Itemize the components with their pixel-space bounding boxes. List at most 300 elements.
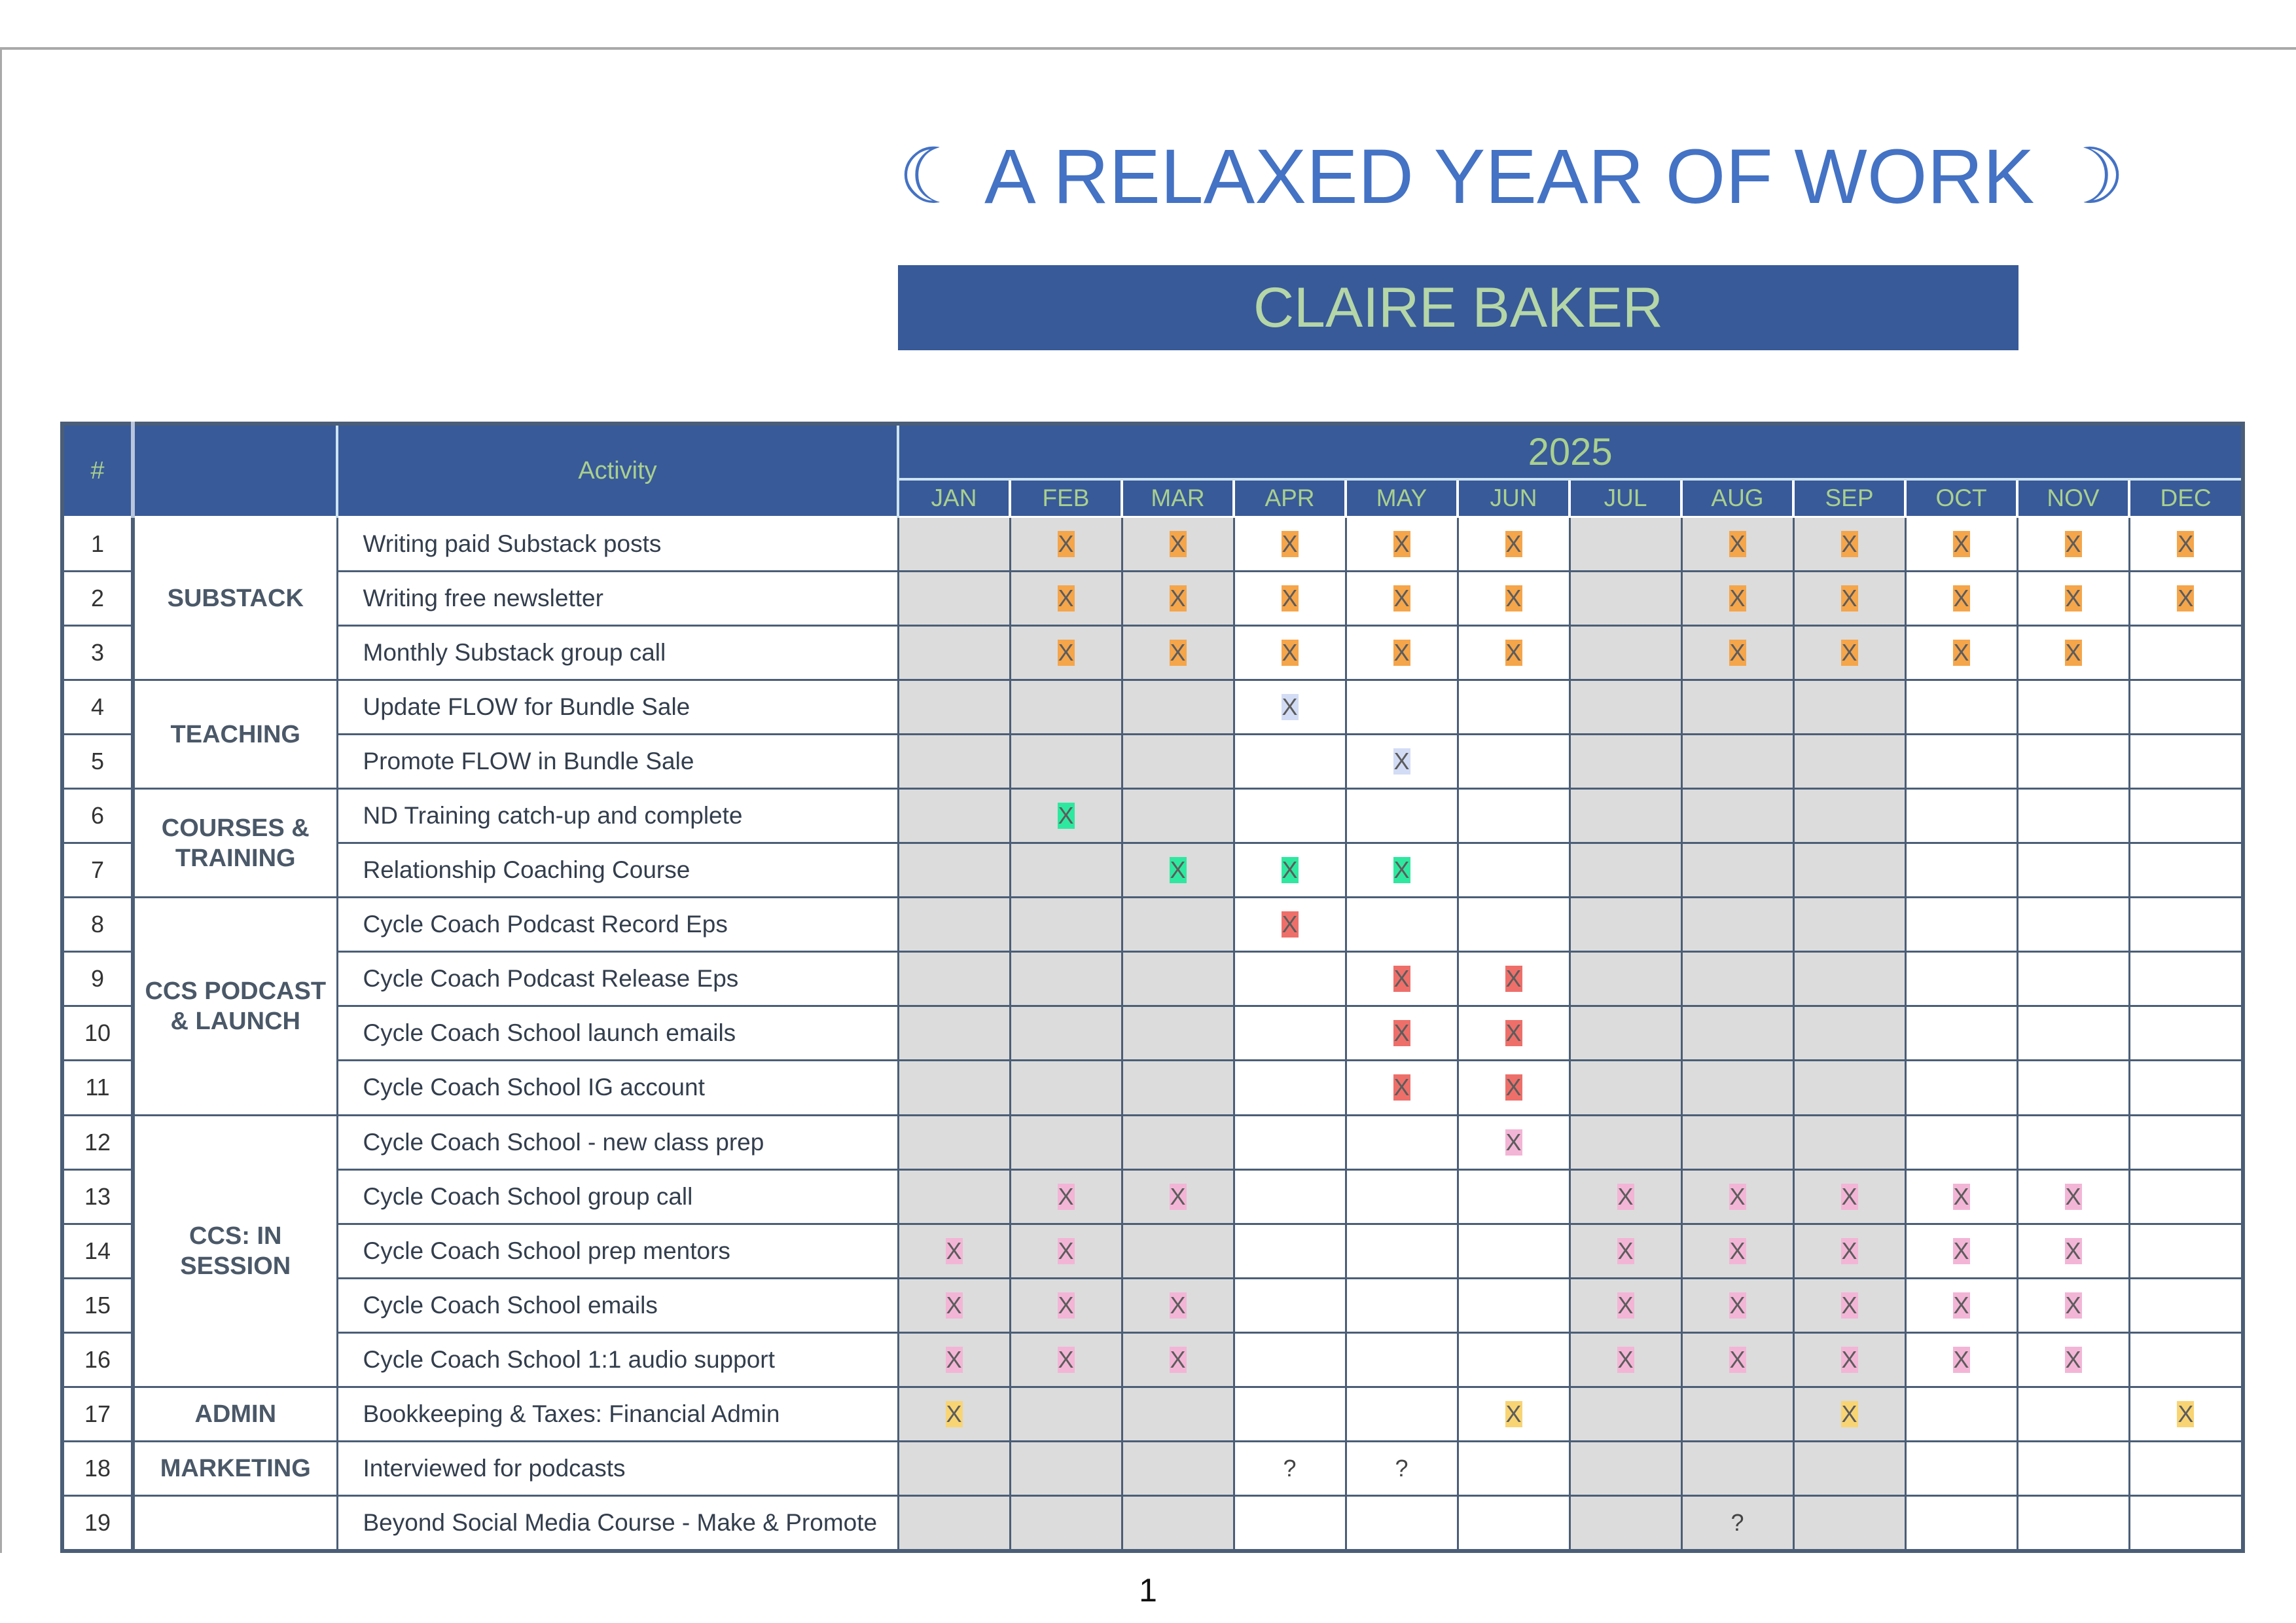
table-row — [62, 1387, 2243, 1441]
month-cell — [1570, 680, 1681, 735]
section-label: ADMIN — [133, 1387, 337, 1441]
month-cell — [1681, 1061, 1793, 1115]
row-number: 19 — [62, 1495, 133, 1551]
month-cell — [2017, 1387, 2129, 1441]
month-cell — [1234, 843, 1346, 898]
tentative-mark: ? — [1283, 1454, 1297, 1482]
month-cell — [1010, 1495, 1122, 1551]
month-cell — [1681, 1332, 1793, 1387]
month-cell — [898, 1061, 1010, 1115]
table-row — [62, 898, 2243, 952]
month-cell — [1346, 1006, 1458, 1061]
section-label: CCS PODCAST & LAUNCH — [133, 898, 337, 1115]
month-cell — [1346, 1278, 1458, 1332]
table-row — [62, 517, 2243, 572]
month-cell — [1905, 1115, 2017, 1169]
table-row — [62, 626, 2243, 680]
scheduled-mark: X — [1393, 748, 1410, 775]
month-cell — [1234, 680, 1346, 735]
month-cell — [1905, 898, 2017, 952]
month-cell — [2129, 1169, 2243, 1224]
month-cell — [1570, 1224, 1681, 1278]
month-cell — [1346, 572, 1458, 626]
month-cell — [1570, 1115, 1681, 1169]
month-cell — [1681, 572, 1793, 626]
table-row — [62, 680, 2243, 735]
month-cell — [1793, 1332, 1905, 1387]
month-cell — [1122, 1169, 1234, 1224]
month-cell — [1346, 517, 1458, 572]
scheduled-mark: X — [1953, 530, 1969, 558]
row-number: 11 — [62, 1061, 133, 1115]
month-cell — [1793, 898, 1905, 952]
month-cell — [1234, 1006, 1346, 1061]
scheduled-mark: X — [2178, 1400, 2194, 1427]
month-cell — [1010, 1006, 1122, 1061]
month-cell — [898, 1332, 1010, 1387]
month-cell — [1905, 735, 2017, 789]
activity-label: Update FLOW for Bundle Sale — [337, 680, 898, 735]
month-cell — [2129, 1332, 2243, 1387]
month-cell — [1122, 1278, 1234, 1332]
scheduled-mark: X — [1505, 1019, 1522, 1047]
row-number: 1 — [62, 517, 133, 572]
scheduled-mark: X — [1505, 585, 1522, 612]
month-cell — [1010, 680, 1122, 735]
month-cell — [898, 1278, 1010, 1332]
month-cell — [2017, 952, 2129, 1006]
scheduled-mark: X — [1393, 639, 1410, 666]
activity-label: Cycle Coach School 1:1 audio support — [337, 1332, 898, 1387]
activity-label: Cycle Coach School emails — [337, 1278, 898, 1332]
month-cell — [1122, 680, 1234, 735]
scheduled-mark: X — [1170, 639, 1186, 666]
month-cell — [1234, 1332, 1346, 1387]
scheduled-mark: X — [1170, 585, 1186, 612]
table-row — [62, 1224, 2243, 1278]
month-cell — [1234, 952, 1346, 1006]
month-cell — [1681, 1441, 1793, 1495]
month-cell — [1681, 1006, 1793, 1061]
month-cell — [1346, 789, 1458, 843]
table-row — [62, 1278, 2243, 1332]
month-cell — [1905, 1224, 2017, 1278]
month-header-feb: FEB — [1010, 479, 1122, 517]
activity-label: Cycle Coach School group call — [337, 1169, 898, 1224]
activity-label: Cycle Coach School prep mentors — [337, 1224, 898, 1278]
month-cell — [1346, 735, 1458, 789]
month-cell — [1122, 1006, 1234, 1061]
month-cell — [1905, 1495, 2017, 1551]
month-cell — [1570, 1441, 1681, 1495]
month-cell — [2129, 680, 2243, 735]
month-cell — [1010, 626, 1122, 680]
scheduled-mark: X — [1617, 1291, 1634, 1319]
month-cell — [1905, 1332, 2017, 1387]
month-cell — [2017, 1224, 2129, 1278]
month-cell — [1458, 517, 1570, 572]
month-cell — [1010, 1387, 1122, 1441]
month-header-apr: APR — [1234, 479, 1346, 517]
scheduled-mark: X — [1058, 639, 1074, 666]
row-number: 9 — [62, 952, 133, 1006]
month-cell — [1793, 1006, 1905, 1061]
month-cell — [1122, 517, 1234, 572]
month-cell — [1681, 1169, 1793, 1224]
scheduled-mark: X — [1953, 1237, 1969, 1264]
scheduled-mark: X — [1729, 639, 1746, 666]
month-cell — [1346, 1387, 1458, 1441]
section-label: CCS: IN SESSION — [133, 1115, 337, 1387]
month-cell — [1458, 1061, 1570, 1115]
month-cell — [1681, 1495, 1793, 1551]
scheduled-mark: X — [1170, 530, 1186, 558]
scheduled-mark: X — [1058, 802, 1074, 830]
activity-label: Relationship Coaching Course — [337, 843, 898, 898]
month-cell — [1458, 1006, 1570, 1061]
table-row — [62, 1061, 2243, 1115]
scheduled-mark: X — [1058, 1345, 1074, 1373]
month-cell — [1010, 1332, 1122, 1387]
month-header-dec: DEC — [2129, 479, 2243, 517]
month-cell — [2017, 1495, 2129, 1551]
owner-name-banner: CLAIRE BAKER — [898, 265, 2018, 350]
activity-label: Writing paid Substack posts — [337, 517, 898, 572]
activity-label: Bookkeeping & Taxes: Financial Admin — [337, 1387, 898, 1441]
month-cell — [1458, 1278, 1570, 1332]
month-cell — [1681, 1387, 1793, 1441]
month-cell — [1010, 898, 1122, 952]
month-cell — [1346, 898, 1458, 952]
scheduled-mark: X — [1505, 639, 1522, 666]
month-cell — [1570, 626, 1681, 680]
scheduled-mark: X — [1729, 585, 1746, 612]
scheduled-mark: X — [1282, 530, 1298, 558]
month-cell — [1234, 572, 1346, 626]
month-cell — [1346, 1224, 1458, 1278]
scheduled-mark: X — [1505, 530, 1522, 558]
scheduled-mark: X — [2065, 585, 2081, 612]
month-header-jan: JAN — [898, 479, 1010, 517]
month-cell — [1793, 626, 1905, 680]
scheduled-mark: X — [1170, 856, 1186, 884]
scheduled-mark: X — [1505, 965, 1522, 993]
year-header: 2025 — [898, 424, 2243, 479]
scheduled-mark: X — [1841, 1182, 1857, 1210]
scheduled-mark: X — [2178, 585, 2194, 612]
month-cell — [898, 626, 1010, 680]
month-cell — [1234, 735, 1346, 789]
month-cell — [898, 1387, 1010, 1441]
activity-label: Cycle Coach Podcast Record Eps — [337, 898, 898, 952]
row-number: 8 — [62, 898, 133, 952]
month-cell — [1905, 680, 2017, 735]
scheduled-mark: X — [1617, 1182, 1634, 1210]
scheduled-mark: X — [2065, 1182, 2081, 1210]
month-cell — [1122, 572, 1234, 626]
scheduled-mark: X — [946, 1291, 962, 1319]
month-cell — [1905, 572, 2017, 626]
scheduled-mark: X — [1505, 1074, 1522, 1101]
scheduled-mark: X — [1617, 1237, 1634, 1264]
month-cell — [1010, 1115, 1122, 1169]
scheduled-mark: X — [2065, 639, 2081, 666]
month-cell — [1570, 1278, 1681, 1332]
month-cell — [2129, 626, 2243, 680]
month-cell — [2017, 898, 2129, 952]
month-cell — [1570, 1495, 1681, 1551]
month-cell — [898, 680, 1010, 735]
month-header-jul: JUL — [1570, 479, 1681, 517]
activity-label: Interviewed for podcasts — [337, 1441, 898, 1495]
table-row — [62, 1169, 2243, 1224]
month-cell — [1458, 735, 1570, 789]
month-cell — [1346, 1169, 1458, 1224]
scheduled-mark: X — [1841, 1291, 1857, 1319]
scheduled-mark: X — [1841, 585, 1857, 612]
month-cell — [1010, 952, 1122, 1006]
month-cell — [1905, 1278, 2017, 1332]
section-label: TEACHING — [133, 680, 337, 789]
month-cell — [2017, 1061, 2129, 1115]
month-cell — [2017, 1169, 2129, 1224]
month-cell — [1681, 789, 1793, 843]
month-cell — [2017, 1332, 2129, 1387]
month-cell — [1458, 1441, 1570, 1495]
month-cell — [1234, 1441, 1346, 1495]
scheduled-mark: X — [1058, 585, 1074, 612]
month-cell — [1793, 517, 1905, 572]
month-cell — [1905, 843, 2017, 898]
scheduled-mark: X — [1729, 1291, 1746, 1319]
scheduled-mark: X — [1953, 1291, 1969, 1319]
scheduled-mark: X — [2178, 530, 2194, 558]
month-cell — [1346, 680, 1458, 735]
month-cell — [1793, 789, 1905, 843]
row-number: 3 — [62, 626, 133, 680]
month-cell — [1570, 789, 1681, 843]
planner-table — [60, 422, 2245, 1553]
scheduled-mark: X — [1282, 911, 1298, 938]
table-row — [62, 1332, 2243, 1387]
scheduled-mark: X — [1617, 1345, 1634, 1373]
month-cell — [1681, 626, 1793, 680]
month-cell — [2017, 789, 2129, 843]
month-cell — [1010, 517, 1122, 572]
document-title: ☾ A RELAXED YEAR OF WORK ☽ — [898, 134, 2125, 220]
month-cell — [1681, 898, 1793, 952]
month-cell — [2129, 517, 2243, 572]
month-cell — [2017, 843, 2129, 898]
month-cell — [1122, 1495, 1234, 1551]
row-number: 6 — [62, 789, 133, 843]
scheduled-mark: X — [1393, 585, 1410, 612]
page-edge-top — [0, 47, 2296, 50]
month-cell — [2129, 1495, 2243, 1551]
month-cell — [2129, 1224, 2243, 1278]
month-cell — [1010, 1169, 1122, 1224]
month-cell — [2017, 735, 2129, 789]
month-cell — [2017, 1441, 2129, 1495]
month-cell — [1570, 898, 1681, 952]
month-header-may: MAY — [1346, 479, 1458, 517]
month-cell — [1458, 1495, 1570, 1551]
scheduled-mark: X — [1505, 1128, 1522, 1156]
month-cell — [1905, 789, 2017, 843]
table-row — [62, 843, 2243, 898]
scheduled-mark: X — [1841, 639, 1857, 666]
month-header-mar: MAR — [1122, 479, 1234, 517]
month-cell — [1905, 626, 2017, 680]
scheduled-mark: X — [1505, 1400, 1522, 1427]
month-cell — [1234, 1115, 1346, 1169]
month-cell — [1905, 1387, 2017, 1441]
month-cell — [1570, 1006, 1681, 1061]
month-cell — [1793, 952, 1905, 1006]
month-cell — [1458, 680, 1570, 735]
month-cell — [1122, 1441, 1234, 1495]
table-row — [62, 572, 2243, 626]
month-cell — [2129, 735, 2243, 789]
row-number: 7 — [62, 843, 133, 898]
scheduled-mark: X — [2065, 530, 2081, 558]
month-cell — [1570, 1332, 1681, 1387]
month-cell — [1458, 1224, 1570, 1278]
month-cell — [898, 1115, 1010, 1169]
month-cell — [2129, 1061, 2243, 1115]
activity-label: Cycle Coach School launch emails — [337, 1006, 898, 1061]
scheduled-mark: X — [1729, 1237, 1746, 1264]
month-cell — [1122, 1115, 1234, 1169]
section-label: COURSES & TRAINING — [133, 789, 337, 898]
month-cell — [1458, 1332, 1570, 1387]
row-number: 2 — [62, 572, 133, 626]
month-cell — [1570, 1169, 1681, 1224]
scheduled-mark: X — [1729, 530, 1746, 558]
month-cell — [1458, 789, 1570, 843]
scheduled-mark: X — [1393, 856, 1410, 884]
month-cell — [1122, 1061, 1234, 1115]
month-cell — [1122, 1332, 1234, 1387]
row-number: 4 — [62, 680, 133, 735]
activity-label: Promote FLOW in Bundle Sale — [337, 735, 898, 789]
month-cell — [898, 1224, 1010, 1278]
month-cell — [1010, 1278, 1122, 1332]
scheduled-mark: X — [946, 1345, 962, 1373]
scheduled-mark: X — [1282, 639, 1298, 666]
month-cell — [1793, 1278, 1905, 1332]
month-cell — [1234, 1495, 1346, 1551]
month-cell — [1570, 1387, 1681, 1441]
month-cell — [1458, 1387, 1570, 1441]
scheduled-mark: X — [1729, 1182, 1746, 1210]
scheduled-mark: X — [1282, 693, 1298, 721]
month-cell — [1681, 1278, 1793, 1332]
month-cell — [1234, 517, 1346, 572]
month-cell — [1010, 843, 1122, 898]
scheduled-mark: X — [1282, 856, 1298, 884]
scheduled-mark: X — [1953, 1345, 1969, 1373]
month-cell — [1793, 843, 1905, 898]
month-cell — [1570, 735, 1681, 789]
scheduled-mark: X — [946, 1237, 962, 1264]
tentative-mark: ? — [1395, 1454, 1408, 1482]
month-cell — [1793, 1495, 1905, 1551]
month-cell — [898, 1495, 1010, 1551]
month-cell — [1234, 1387, 1346, 1441]
tentative-mark: ? — [1731, 1508, 1744, 1536]
month-cell — [898, 898, 1010, 952]
month-cell — [898, 572, 1010, 626]
month-header-aug: AUG — [1681, 479, 1793, 517]
activity-label: Beyond Social Media Course - Make & Promote — [337, 1495, 898, 1551]
month-cell — [2129, 1115, 2243, 1169]
month-cell — [1458, 626, 1570, 680]
scheduled-mark: X — [1393, 530, 1410, 558]
month-cell — [1346, 1332, 1458, 1387]
month-cell — [1793, 1169, 1905, 1224]
month-cell — [1793, 1061, 1905, 1115]
row-number: 17 — [62, 1387, 133, 1441]
scheduled-mark: X — [1393, 1074, 1410, 1101]
row-number: 14 — [62, 1224, 133, 1278]
month-cell — [2017, 680, 2129, 735]
month-cell — [2017, 572, 2129, 626]
month-cell — [2017, 626, 2129, 680]
table-row — [62, 952, 2243, 1006]
month-cell — [1010, 572, 1122, 626]
month-cell — [1793, 1224, 1905, 1278]
month-cell — [1793, 1387, 1905, 1441]
scheduled-mark: X — [1953, 1182, 1969, 1210]
month-cell — [1122, 626, 1234, 680]
month-cell — [1458, 898, 1570, 952]
month-cell — [1793, 572, 1905, 626]
month-cell — [1122, 1224, 1234, 1278]
scheduled-mark: X — [1841, 1237, 1857, 1264]
table-row — [62, 1115, 2243, 1169]
month-header-jun: JUN — [1458, 479, 1570, 517]
row-number: 5 — [62, 735, 133, 789]
month-cell — [2017, 517, 2129, 572]
row-number: 10 — [62, 1006, 133, 1061]
month-cell — [1681, 843, 1793, 898]
month-cell — [1010, 1224, 1122, 1278]
scheduled-mark: X — [1841, 1345, 1857, 1373]
month-cell — [1346, 626, 1458, 680]
month-cell — [898, 1441, 1010, 1495]
month-cell — [1346, 1061, 1458, 1115]
month-cell — [2129, 789, 2243, 843]
activity-column-header: Activity — [337, 424, 898, 517]
month-cell — [1010, 789, 1122, 843]
month-cell — [1122, 898, 1234, 952]
row-number: 13 — [62, 1169, 133, 1224]
month-cell — [1346, 1115, 1458, 1169]
number-column-header: # — [62, 424, 133, 517]
month-cell — [1010, 1441, 1122, 1495]
month-cell — [1570, 1061, 1681, 1115]
section-column-header — [133, 424, 337, 517]
month-cell — [2129, 572, 2243, 626]
month-cell — [1570, 572, 1681, 626]
month-cell — [1234, 1061, 1346, 1115]
row-number: 12 — [62, 1115, 133, 1169]
month-cell — [1905, 1169, 2017, 1224]
month-cell — [1793, 680, 1905, 735]
month-cell — [1122, 952, 1234, 1006]
month-cell — [1122, 843, 1234, 898]
